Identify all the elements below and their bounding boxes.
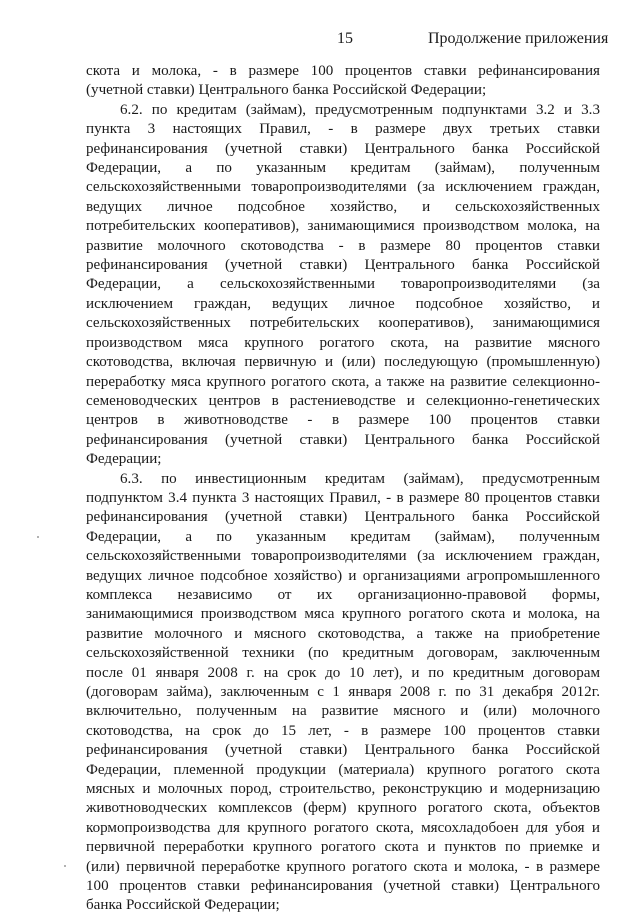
- text-line: Федерации, а по указанным кредитам (займам), полученным: [86, 528, 600, 545]
- text-line: Федерации, а сельскохозяйственными товаропроизводителями (за: [86, 276, 600, 293]
- text-line: рефинансирования (учетной ставки) Центрального банка Российской: [86, 509, 600, 526]
- text-line: сельскохозяйственной техники (по кредитным договорам, заключенным: [86, 645, 600, 662]
- text-line: переработку мяса крупного рогатого скота, а также на развитие селекционно-: [86, 373, 600, 390]
- text-line: первичной переработки крупного рогатого скота и пунктов по приемке и: [86, 839, 600, 856]
- text-line: скотоводства, включая первичную и (или) последующую (промышленную): [86, 354, 600, 371]
- text-line: подпунктом 3.4 пункта 3 настоящих Правил, - в размере 80 процентов ставки: [86, 489, 600, 506]
- text-line: рефинансирования (учетной ставки) Центрального банка Российской: [86, 257, 600, 274]
- text-line: рефинансирования (учетной ставки) Центрального банка Российской: [86, 140, 600, 157]
- text-line: скота и молока, - в размере 100 процентов ставки рефинансирования: [86, 63, 600, 79]
- text-line: развитие молочного и мясного скотоводства, а также на приобретение: [86, 625, 600, 642]
- text-line: ведущих личное подсобное хозяйство, и сельскохозяйственных: [86, 198, 600, 215]
- text-line: животноводческих комплексов (ферм) крупного рогатого скота, объектов: [86, 800, 600, 817]
- text-line: рефинансирования (учетной ставки) Центрального банка Российской: [86, 431, 600, 448]
- text-line: центров в животноводстве - в размере 100 процентов ставки: [86, 412, 600, 429]
- text-line: сельскохозяйственных потребительских кооперативов), занимающимися: [86, 315, 600, 332]
- text-line: пункта 3 настоящих Правил, - в размере двух третьих ставки: [86, 121, 600, 138]
- running-header: Продолжение приложения: [428, 30, 609, 47]
- text-line: исключением граждан, ведущих личное подсобное хозяйство, и: [86, 295, 600, 312]
- text-line: 6.2. по кредитам (займам), предусмотренным подпунктами 3.2 и 3.3: [120, 101, 600, 118]
- text-line: Федерации;: [86, 451, 162, 468]
- scan-speck: [64, 865, 66, 867]
- text-line: развитие молочного скотоводства - в размере 80 процентов ставки: [86, 237, 600, 254]
- text-line: скотоводства, на срок до 15 лет, - в размере 100 процентов ставки: [86, 722, 600, 739]
- text-line: включительно, полученным на развитие мясного и (или) молочного: [86, 703, 600, 720]
- text-line: сельскохозяйственными товаропроизводителями (за исключением граждан,: [86, 179, 600, 196]
- text-line: Федерации, племенной продукции (материала) крупного рогатого скота: [86, 761, 600, 778]
- text-line: занимающимися производством мяса крупного рогатого скота и молока, на: [86, 606, 600, 623]
- text-line: кормопроизводства для крупного рогатого скота, мясохладобоен для убоя и: [86, 819, 600, 836]
- text-line: после 01 января 2008 г. на срок до 10 лет), и по кредитным договорам: [86, 664, 600, 681]
- text-line: комплекса независимо от их организационно-правовой формы,: [86, 586, 600, 603]
- text-line: производством мяса крупного рогатого скота, на развитие мясного: [86, 334, 600, 351]
- text-line: ведущих личное подсобное хозяйство) и организациями агропромышленного: [86, 567, 600, 584]
- text-line: рефинансирования (учетной ставки) Центрального банка Российской: [86, 742, 600, 759]
- scan-speck: [37, 536, 39, 538]
- text-line: 100 процентов ставки рефинансирования (учетной ставки) Центрального: [86, 878, 600, 895]
- text-line: Федерации, а по указанным кредитам (займам), полученным: [86, 160, 600, 177]
- text-line: (или) первичной переработке крупного рогатого скота и молока, - в размере: [86, 858, 600, 875]
- body-text: [86, 62, 600, 916]
- text-line: (договорам займа), заключенным с 1 января 2008 г. по 31 декабря 2012г.: [86, 684, 600, 700]
- text-line: банка Российской Федерации;: [86, 897, 280, 914]
- text-line: мясных и молочных пород, строительство, реконструкцию и модернизацию: [86, 781, 600, 798]
- page-number: 15: [337, 30, 353, 47]
- text-line: потребительских кооперативов), занимающимися производством молока, на: [86, 218, 600, 235]
- text-line: семеноводческих центров в растениеводстве и селекционно-генетических: [86, 392, 600, 409]
- text-line: 6.3. по инвестиционным кредитам (займам), предусмотренным: [120, 470, 600, 487]
- text-line: (учетной ставки) Центрального банка Российской Федерации;: [86, 82, 487, 99]
- text-line: сельскохозяйственными товаропроизводителями (за исключением граждан,: [86, 548, 600, 565]
